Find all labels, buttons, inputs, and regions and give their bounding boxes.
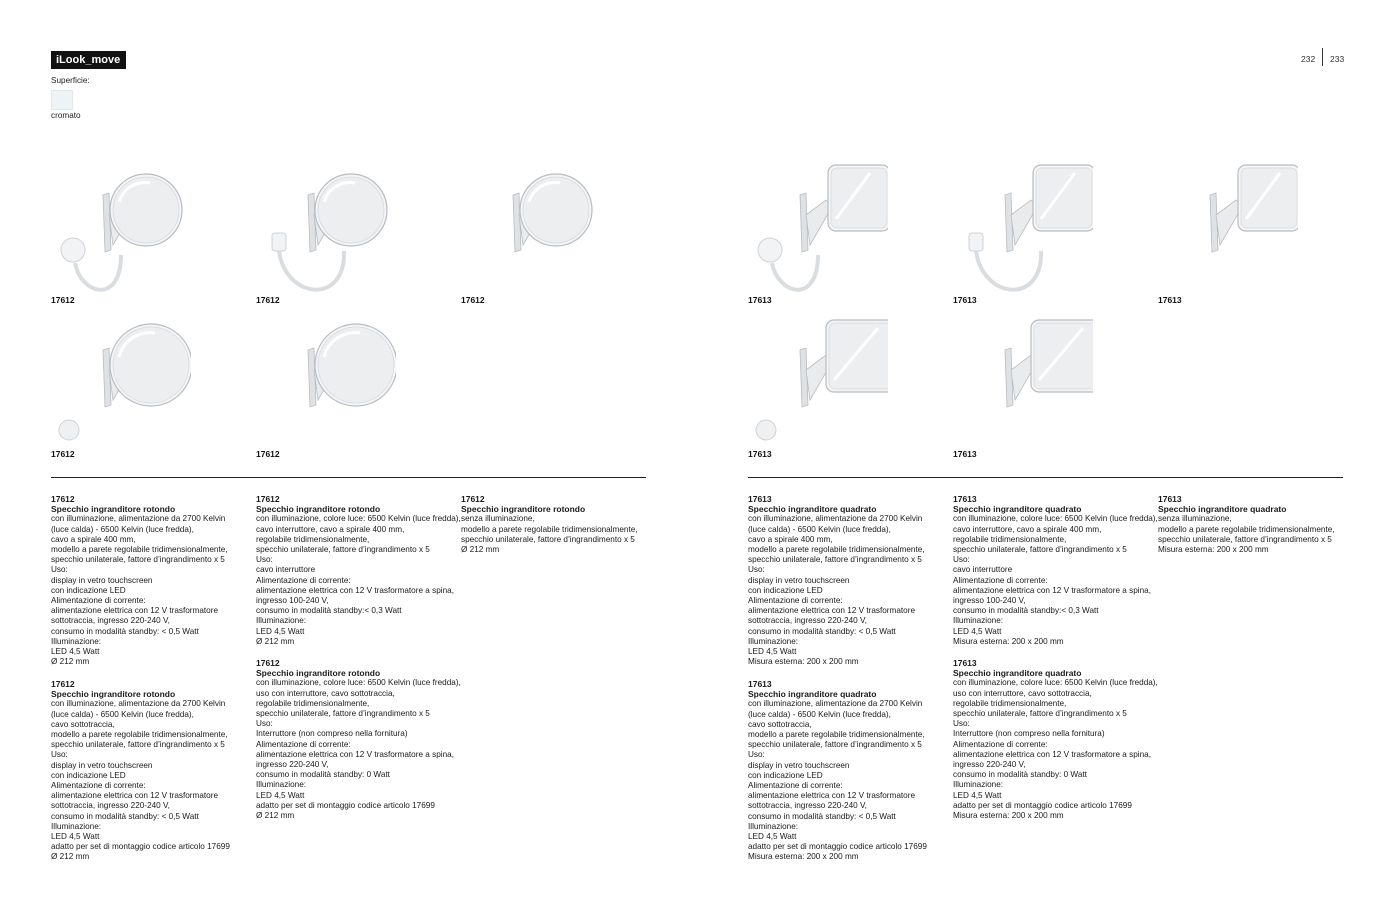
spec-line: display in vetro touchscreen: [51, 760, 153, 770]
spec-line: con illuminazione, colore luce: 6500 Kelvin (luce fredda),: [256, 678, 461, 688]
finish-swatch: [51, 90, 73, 110]
product-description: [256, 494, 461, 647]
spec-line: LED 4,5 Watt: [256, 626, 305, 636]
spec-line: consumo in modalità standby: 0 Watt: [256, 770, 390, 780]
spec-line: Alimentazione di corrente:: [953, 575, 1048, 585]
spec-line: regolabile tridimensionalmente,: [953, 698, 1067, 708]
spec-line: display in vetro touchscreen: [51, 575, 153, 585]
product-image-round-mirror: [256, 155, 396, 295]
product-description: [51, 494, 256, 667]
spec-line: ingresso 100-240 V,: [953, 596, 1026, 606]
spec-line: adatto per set di montaggio codice articolo 17699: [748, 842, 927, 852]
product-image-code: 17613: [748, 295, 772, 305]
spec-line: Misura esterna: 200 x 200 mm: [748, 852, 859, 862]
product-code: 17612: [51, 494, 75, 504]
product-description: [1158, 494, 1363, 555]
page-number-divider: [1322, 48, 1323, 66]
spec-line: modello a parete regolabile tridimensionalmente,: [1158, 524, 1335, 534]
spec-line: LED 4,5 Watt: [51, 832, 100, 842]
spec-line: adatto per set di montaggio codice articolo 17699: [256, 800, 435, 810]
spec-line: ingresso 100-240 V,: [256, 596, 329, 606]
product-code: 17612: [51, 679, 75, 689]
product-code: 17613: [1158, 494, 1182, 504]
spec-line: Ø 212 mm: [51, 852, 90, 862]
spec-line: regolabile tridimensionalmente,: [953, 534, 1067, 544]
spec-line: Illuminazione:: [51, 821, 102, 831]
spec-line: con illuminazione, alimentazione da 2700 Kelvin: [51, 514, 226, 524]
spec-line: LED 4,5 Watt: [953, 626, 1002, 636]
product-image-square-mirror: [953, 310, 1093, 450]
spec-line: sottotraccia, ingresso 220-240 V,: [51, 616, 170, 626]
spec-line: Uso:: [748, 750, 765, 760]
product-name: Specchio ingranditore rotondo: [256, 504, 381, 515]
product-name: Specchio ingranditore quadrato: [953, 668, 1082, 679]
spec-line: cavo a spirale 400 mm,: [51, 534, 136, 544]
product-code: 17612: [256, 658, 280, 668]
spec-line: alimentazione elettrica con 12 V trasformatore a spina,: [953, 585, 1151, 595]
spec-line: Uso:: [748, 565, 765, 575]
spec-line: alimentazione elettrica con 12 V trasformatore: [748, 606, 916, 616]
product-name: Specchio ingranditore quadrato: [748, 504, 877, 515]
product-image-square-mirror: [748, 155, 888, 295]
spec-line: alimentazione elettrica con 12 V trasformatore a spina,: [953, 749, 1151, 759]
spec-line: con illuminazione, colore luce: 6500 Kelvin (luce fredda),: [953, 678, 1158, 688]
spec-line: specchio unilaterale, fattore d’ingrandimento x 5: [51, 555, 225, 565]
spec-line: specchio unilaterale, fattore d’ingrandimento x 5: [461, 534, 635, 544]
spec-line: consumo in modalità standby: < 0,5 Watt: [51, 811, 199, 821]
spec-line: cavo sottotraccia,: [51, 719, 115, 729]
spec-line: Misura esterna: 200 x 200 mm: [748, 657, 859, 667]
spec-line: Ø 212 mm: [461, 545, 500, 555]
spec-line: alimentazione elettrica con 12 V trasformatore: [51, 606, 219, 616]
spec-line: cavo interruttore, cavo a spirale 400 mm,: [953, 524, 1102, 534]
product-image-code: 17612: [51, 295, 75, 305]
spec-line: con indicazione LED: [51, 585, 126, 595]
spec-line: con illuminazione, alimentazione da 2700 Kelvin: [51, 699, 226, 709]
spec-line: Misura esterna: 200 x 200 mm: [953, 811, 1064, 821]
product-name: Specchio ingranditore rotondo: [51, 504, 176, 515]
product-name: Specchio ingranditore quadrato: [748, 689, 877, 700]
spec-line: Illuminazione:: [51, 636, 102, 646]
product-image-code: 17613: [953, 295, 977, 305]
product-name: Specchio ingranditore rotondo: [256, 668, 381, 679]
spec-line: modello a parete regolabile tridimensionalmente,: [51, 545, 228, 555]
spec-line: Uso:: [953, 719, 970, 729]
product-code: 17613: [748, 494, 772, 504]
spec-line: specchio unilaterale, fattore d’ingrandimento x 5: [953, 709, 1127, 719]
product-image-code: 17613: [953, 449, 977, 459]
spec-line: con illuminazione, alimentazione da 2700 Kelvin: [748, 699, 923, 709]
product-image-square-mirror: [1158, 155, 1298, 295]
spec-line: consumo in modalità standby:< 0,3 Watt: [256, 606, 402, 616]
product-code: 17613: [748, 679, 772, 689]
spec-line: Misura esterna: 200 x 200 mm: [1158, 545, 1269, 555]
spec-line: Uso:: [256, 719, 273, 729]
spec-line: Illuminazione:: [953, 616, 1004, 626]
product-description: [953, 658, 1158, 821]
spec-line: Illuminazione:: [256, 616, 307, 626]
spec-line: modello a parete regolabile tridimensionalmente,: [461, 524, 638, 534]
spec-line: Alimentazione di corrente:: [51, 596, 146, 606]
spec-line: ingresso 220-240 V,: [256, 760, 329, 770]
surface-label: Superficie:: [51, 76, 90, 85]
spec-line: Alimentazione di corrente:: [953, 739, 1048, 749]
spec-line: LED 4,5 Watt: [748, 832, 797, 842]
spec-line: cavo interruttore: [256, 565, 316, 575]
product-image-round-mirror: [51, 155, 191, 295]
spec-line: regolabile tridimensionalmente,: [256, 698, 370, 708]
spec-line: (luce calda) - 6500 Kelvin (luce fredda),: [748, 709, 891, 719]
spec-line: specchio unilaterale, fattore d’ingrandimento x 5: [1158, 534, 1332, 544]
product-image-round-mirror: [461, 155, 601, 295]
page-number-left: 232: [1301, 54, 1316, 64]
spec-line: con illuminazione, alimentazione da 2700 Kelvin: [748, 514, 923, 524]
spec-line: con indicazione LED: [51, 770, 126, 780]
spec-line: Illuminazione:: [256, 780, 307, 790]
spec-line: Uso:: [51, 565, 68, 575]
product-description: [51, 679, 256, 863]
spec-line: specchio unilaterale, fattore d’ingrandimento x 5: [256, 709, 430, 719]
spec-line: Alimentazione di corrente:: [256, 739, 351, 749]
product-description: [748, 679, 953, 863]
spec-line: sottotraccia, ingresso 220-240 V,: [748, 801, 867, 811]
product-image-square-mirror: [748, 310, 888, 450]
spec-line: display in vetro touchscreen: [748, 575, 850, 585]
spec-line: senza illuminazione,: [461, 514, 535, 524]
spec-line: Illuminazione:: [748, 821, 799, 831]
spec-line: Alimentazione di corrente:: [748, 596, 843, 606]
spec-line: consumo in modalità standby:< 0,3 Watt: [953, 606, 1099, 616]
spec-line: Interruttore (non compreso nella fornitura): [953, 729, 1105, 739]
finish-label: cromato: [51, 111, 81, 120]
spec-line: specchio unilaterale, fattore d’ingrandimento x 5: [953, 545, 1127, 555]
product-image-code: 17612: [256, 295, 280, 305]
product-name: Specchio ingranditore quadrato: [953, 504, 1082, 515]
spec-line: Illuminazione:: [953, 780, 1004, 790]
page-title: iLook_move: [51, 51, 126, 69]
spec-line: uso con interruttore, cavo sottotraccia,: [256, 688, 395, 698]
product-description: [953, 494, 1158, 647]
spec-line: ingresso 220-240 V,: [953, 760, 1026, 770]
spec-line: cavo interruttore, cavo a spirale 400 mm,: [256, 524, 405, 534]
spec-line: specchio unilaterale, fattore d’ingrandimento x 5: [748, 555, 922, 565]
spec-line: Uso:: [256, 555, 273, 565]
product-name: Specchio ingranditore rotondo: [51, 689, 176, 700]
spec-line: con illuminazione, colore luce: 6500 Kelvin (luce fredda),: [953, 514, 1158, 524]
spec-line: modello a parete regolabile tridimensionalmente,: [748, 545, 925, 555]
spec-line: con illuminazione, colore luce: 6500 Kelvin (luce fredda),: [256, 514, 461, 524]
spec-line: consumo in modalità standby: < 0,5 Watt: [51, 626, 199, 636]
spec-line: Uso:: [953, 555, 970, 565]
section-divider-right: [748, 477, 1343, 478]
spec-line: alimentazione elettrica con 12 V trasformatore: [51, 791, 219, 801]
spec-line: con indicazione LED: [748, 770, 823, 780]
spec-line: consumo in modalità standby: 0 Watt: [953, 770, 1087, 780]
product-description: [748, 494, 953, 667]
spec-line: Interruttore (non compreso nella fornitura): [256, 729, 408, 739]
spec-line: con indicazione LED: [748, 585, 823, 595]
spec-line: cavo interruttore: [953, 565, 1013, 575]
product-image-square-mirror: [953, 155, 1093, 295]
spec-line: sottotraccia, ingresso 220-240 V,: [51, 801, 170, 811]
product-code: 17613: [953, 658, 977, 668]
spec-line: adatto per set di montaggio codice articolo 17699: [51, 842, 230, 852]
product-image-code: 17612: [51, 449, 75, 459]
product-name: Specchio ingranditore quadrato: [1158, 504, 1287, 515]
product-image-round-mirror: [256, 310, 396, 450]
product-code: 17612: [461, 494, 485, 504]
spec-line: (luce calda) - 6500 Kelvin (luce fredda),: [748, 524, 891, 534]
spec-line: LED 4,5 Watt: [748, 647, 797, 657]
spec-line: modello a parete regolabile tridimensionalmente,: [51, 730, 228, 740]
spec-line: consumo in modalità standby: < 0,5 Watt: [748, 811, 896, 821]
spec-line: senza illuminazione,: [1158, 514, 1232, 524]
spec-line: cavo sottotraccia,: [748, 719, 812, 729]
spec-line: Alimentazione di corrente:: [748, 781, 843, 791]
spec-line: sottotraccia, ingresso 220-240 V,: [748, 616, 867, 626]
spec-line: regolabile tridimensionalmente,: [256, 534, 370, 544]
spec-line: specchio unilaterale, fattore d’ingrandimento x 5: [256, 545, 430, 555]
spec-line: specchio unilaterale, fattore d’ingrandimento x 5: [51, 740, 225, 750]
spec-line: Alimentazione di corrente:: [256, 575, 351, 585]
product-image-code: 17613: [1158, 295, 1182, 305]
spec-line: uso con interruttore, cavo sottotraccia,: [953, 688, 1092, 698]
spec-line: alimentazione elettrica con 12 V trasformatore a spina,: [256, 749, 454, 759]
product-description: [256, 658, 461, 821]
spec-line: Ø 212 mm: [51, 657, 90, 667]
section-divider-left: [51, 477, 646, 478]
product-image-code: 17612: [256, 449, 280, 459]
spec-line: LED 4,5 Watt: [953, 790, 1002, 800]
product-code: 17613: [953, 494, 977, 504]
product-image-code: 17613: [748, 449, 772, 459]
spec-line: Alimentazione di corrente:: [51, 781, 146, 791]
product-image-code: 17612: [461, 295, 485, 305]
spec-line: alimentazione elettrica con 12 V trasformatore a spina,: [256, 585, 454, 595]
spec-line: Ø 212 mm: [256, 636, 295, 646]
spec-line: cavo a spirale 400 mm,: [748, 534, 833, 544]
spec-line: Uso:: [51, 750, 68, 760]
spec-line: Illuminazione:: [748, 636, 799, 646]
spec-line: (luce calda) - 6500 Kelvin (luce fredda),: [51, 709, 194, 719]
spec-line: alimentazione elettrica con 12 V trasformatore: [748, 791, 916, 801]
spec-line: Ø 212 mm: [256, 811, 295, 821]
product-name: Specchio ingranditore rotondo: [461, 504, 586, 515]
spec-line: modello a parete regolabile tridimensionalmente,: [748, 730, 925, 740]
page-number-right: 233: [1330, 54, 1345, 64]
spec-line: LED 4,5 Watt: [51, 647, 100, 657]
spec-line: LED 4,5 Watt: [256, 790, 305, 800]
spec-line: display in vetro touchscreen: [748, 760, 850, 770]
spec-line: specchio unilaterale, fattore d’ingrandimento x 5: [748, 740, 922, 750]
product-code: 17612: [256, 494, 280, 504]
spec-line: adatto per set di montaggio codice articolo 17699: [953, 800, 1132, 810]
spec-line: (luce calda) - 6500 Kelvin (luce fredda),: [51, 524, 194, 534]
spec-line: Misura esterna: 200 x 200 mm: [953, 636, 1064, 646]
product-description: [461, 494, 666, 555]
product-image-round-mirror: [51, 310, 191, 450]
spec-line: consumo in modalità standby: < 0,5 Watt: [748, 626, 896, 636]
